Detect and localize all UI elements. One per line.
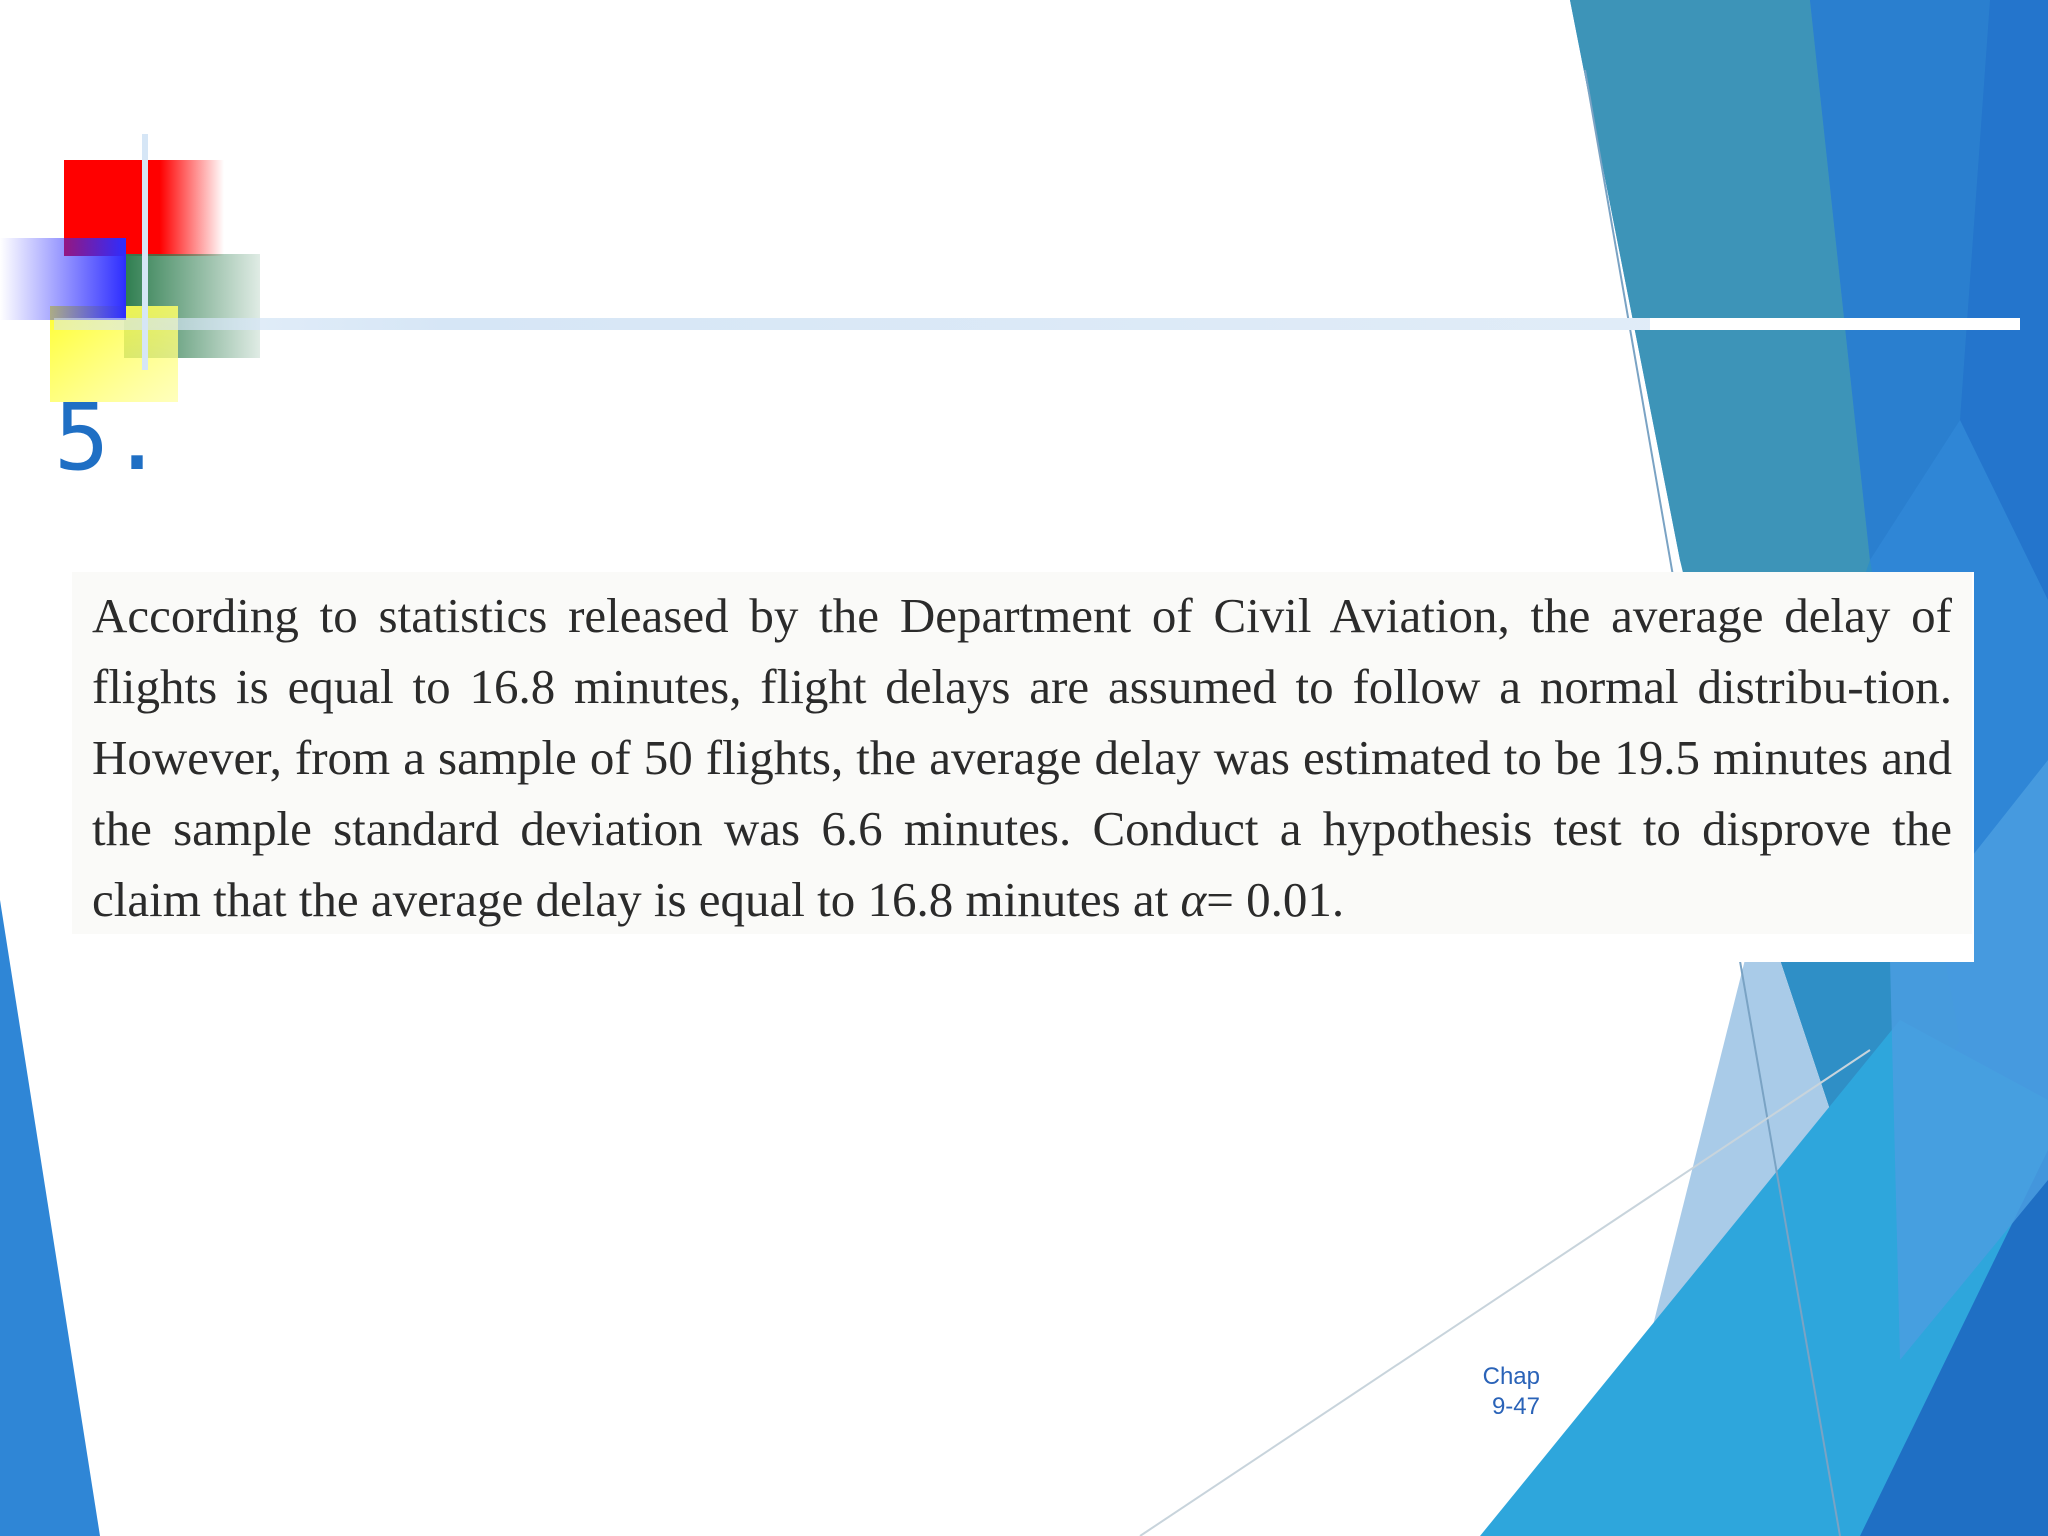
slide-number: 5. xyxy=(54,384,165,491)
chapter-label: Chap xyxy=(1482,1363,1540,1390)
problem-text-main: According to statistics released by the Department of Civil Aviation, the average delay of flights is equal to 16.8 minutes, flight delays are assumed to follow a normal distribu-tion. However, from a sample of 50 flights, the average delay was estimated to be 19.5 minutes and the sample standard deviation was 6.6 minutes. Conduct a hypothesis test to disprove the claim that the average delay is equal to 16.8 minutes at xyxy=(92,588,1952,927)
problem-statement-text xyxy=(92,580,1952,935)
page-label: 9-47 xyxy=(1491,1393,1540,1420)
left-accent-shape xyxy=(0,900,100,1536)
problem-statement-image xyxy=(72,572,1972,934)
problem-statement-box xyxy=(72,572,1974,962)
problem-text-significance: = 0.01. xyxy=(1206,872,1345,927)
alpha-symbol: α xyxy=(1180,872,1207,927)
chapter-page-reference xyxy=(1460,1362,1540,1422)
